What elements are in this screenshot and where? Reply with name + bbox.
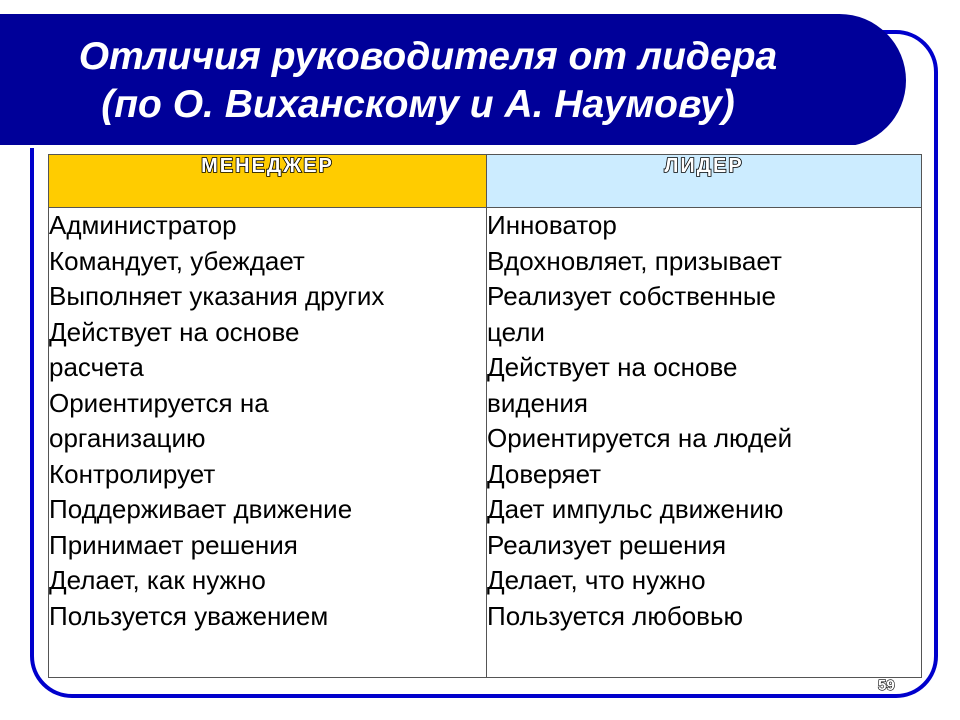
title-line-2: (по О. Виханскому и А. Наумову) bbox=[101, 82, 735, 126]
list-item: Пользуется уважением bbox=[49, 600, 329, 631]
list-item: Ориентируется на людей bbox=[487, 423, 793, 453]
title-line-1: Отличия руководителя от лидера bbox=[78, 34, 778, 78]
list-item: Инноватор bbox=[487, 210, 617, 240]
page-number: 59 bbox=[878, 677, 895, 694]
list-item: расчета bbox=[49, 352, 144, 382]
list-item: Вдохновляет, призывает bbox=[487, 245, 782, 276]
list-item: Доверяет bbox=[487, 458, 602, 489]
header-manager: МЕНЕДЖЕР bbox=[49, 155, 487, 208]
list-item: Ориентируется на bbox=[49, 387, 269, 418]
list-item: Пользуется любовью bbox=[487, 600, 744, 631]
list-item: Дает импульс движению bbox=[487, 494, 784, 524]
list-item: Реализует собственные bbox=[487, 281, 776, 311]
table-body-row bbox=[49, 208, 922, 678]
title-underline bbox=[0, 145, 878, 148]
header-leader: ЛИДЕР bbox=[487, 155, 922, 208]
list-item: Действует на основе bbox=[49, 316, 300, 347]
list-item: Действует на основе bbox=[487, 352, 738, 382]
leader-column bbox=[487, 208, 922, 678]
title-banner bbox=[0, 14, 906, 147]
comparison-table bbox=[48, 154, 922, 678]
list-item: Поддерживает движение bbox=[49, 494, 353, 524]
list-item: цели bbox=[487, 316, 545, 347]
table-header-row bbox=[49, 155, 922, 208]
list-item: Реализует решения bbox=[487, 529, 727, 560]
slide-title bbox=[0, 14, 906, 147]
list-item: Администратор bbox=[49, 210, 237, 240]
list-item: Делает, что нужно bbox=[487, 565, 706, 595]
list-item: Выполняет указания других bbox=[49, 281, 385, 311]
list-item: видения bbox=[487, 387, 588, 418]
manager-column bbox=[49, 208, 487, 678]
list-item: организацию bbox=[49, 423, 206, 453]
list-item: Командует, убеждает bbox=[49, 245, 305, 276]
list-item: Делает, как нужно bbox=[49, 565, 266, 595]
list-item: Принимает решения bbox=[49, 529, 298, 560]
list-item: Контролирует bbox=[49, 458, 216, 489]
